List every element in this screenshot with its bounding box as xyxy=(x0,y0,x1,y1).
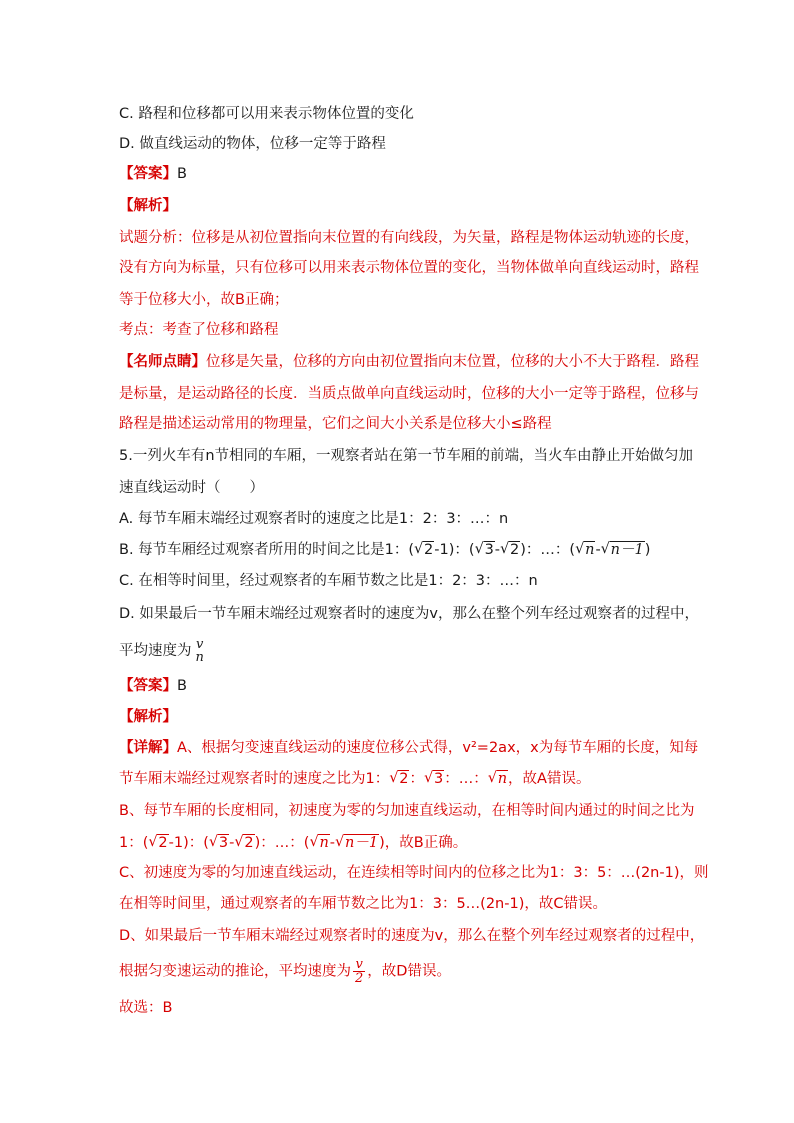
answer-tag: 【答案】 xyxy=(119,678,177,694)
radicand: n xyxy=(319,835,329,851)
option-d-line xyxy=(119,638,208,664)
detail-text: - xyxy=(329,835,336,851)
detail-text: ： xyxy=(409,771,424,787)
radicand: 2 xyxy=(244,835,254,851)
sqrt-symbol xyxy=(309,833,329,853)
tip-tag: 【名师点睛】 xyxy=(119,354,206,370)
detail-tag: 【详解】 xyxy=(119,740,177,756)
detail-a-line xyxy=(119,738,698,758)
option-a-line: A. 每节车厢末端经过观察者时的速度之比是1：2：3：…：n xyxy=(119,511,509,527)
analysis-line: 没有方向为标量，只有位移可以用来表示物体位置的变化，当物体做单向直线运动时，路程 xyxy=(119,260,699,276)
sqrt-symbol xyxy=(389,769,409,789)
option-b-text: ) xyxy=(644,542,651,558)
radicand: n xyxy=(497,771,508,787)
fraction xyxy=(194,638,206,664)
detail-text: - xyxy=(229,835,235,851)
detail-text: 1：( xyxy=(119,835,149,851)
detail-b-line: B、每节车厢的长度相同，初速度为零的匀加速直线运动，在相等时间内通过的时间之比为 xyxy=(119,803,695,819)
radicand: n－1 xyxy=(345,835,379,851)
sqrt-symbol xyxy=(424,769,444,789)
radicand: 2 xyxy=(399,771,409,787)
radicand: n xyxy=(585,542,595,558)
radicand: 2 xyxy=(424,542,434,558)
detail-text: ：…： xyxy=(444,771,488,787)
kaodian-line: 考点：考查了位移和路程 xyxy=(119,322,279,338)
fraction-numerator: v xyxy=(355,957,363,972)
sqrt-symbol xyxy=(601,540,645,560)
option-d-line: D. 做直线运动的物体，位移一定等于路程 xyxy=(119,136,386,152)
detail-text: -1)：( xyxy=(168,835,209,851)
radicand: 3 xyxy=(433,771,444,787)
question-stem-line: 5.一列火车有n节相同的车厢，一观察者站在第一节车厢的前端，当火车由静止开始做匀加 xyxy=(119,448,694,464)
answer-value: B xyxy=(177,166,187,182)
option-b-line xyxy=(119,540,650,560)
option-b-text: -1)：( xyxy=(434,542,475,558)
radicand: n－1 xyxy=(610,542,644,558)
analysis-line: 等于位移大小，故B正确； xyxy=(119,292,289,308)
detail-text: ，故D错误。 xyxy=(367,963,451,980)
radicand: 2 xyxy=(510,542,520,558)
fraction xyxy=(353,958,365,985)
option-d-text: 平均速度为 xyxy=(119,643,192,659)
analysis-line: 试题分析：位移是从初位置指向末位置的有向线段，为矢量，路程是物体运动轨迹的长度， xyxy=(119,230,699,246)
option-b-text: B. 每节车厢经过观察者所用的时间之比是1：( xyxy=(119,542,415,558)
fraction-denominator: n xyxy=(195,650,204,665)
sqrt-symbol xyxy=(500,540,520,560)
detail-text: 根据匀变速运动的推论，平均速度为 xyxy=(119,963,351,980)
fraction-denominator: 2 xyxy=(355,971,364,986)
detail-text: )：…：( xyxy=(254,835,310,851)
radicand: 2 xyxy=(158,835,168,851)
detail-a-line xyxy=(119,769,590,789)
sqrt-symbol xyxy=(488,769,508,789)
option-c-line: C. 路程和位移都可以用来表示物体位置的变化 xyxy=(119,106,414,122)
detail-d-line: D、如果最后一节车厢末端经过观察者时的速度为v，那么在整个列车经过观察者的过程中， xyxy=(119,928,705,944)
sqrt-symbol xyxy=(209,833,229,853)
detail-text: )，故B正确。 xyxy=(379,835,468,851)
answer-tag: 【答案】 xyxy=(119,166,177,182)
fraction-numerator: v xyxy=(196,637,204,652)
sqrt-symbol xyxy=(148,833,168,853)
detail-c-line: 在相等时间里，通过观察者的车厢节数之比为1：3：5…(2n-1)，故C错误。 xyxy=(119,896,607,912)
radicand: 3 xyxy=(218,835,229,851)
answer-line xyxy=(119,164,187,184)
option-b-text: - xyxy=(494,542,501,558)
analysis-tag: 【解析】 xyxy=(119,709,177,725)
question-stem-line: 速直线运动时（ ） xyxy=(119,480,264,496)
tip-line xyxy=(119,352,699,372)
tip-text: 位移是矢量，位移的方向由初位置指向末位置，位移的大小不大于路程．路程 xyxy=(206,354,699,370)
sqrt-symbol xyxy=(575,540,595,560)
tip-line: 路程是描述运动常用的物理量，它们之间大小关系是位移大小≤路程 xyxy=(119,416,552,432)
detail-d-line xyxy=(119,958,451,985)
option-b-text: )：…：( xyxy=(520,542,576,558)
sqrt-symbol xyxy=(335,833,379,853)
answer-line xyxy=(119,676,187,696)
option-c-line: C. 在相等时间里，经过观察者的车厢节数之比是1：2：3：…：n xyxy=(119,573,538,589)
tip-line: 是标量，是运动路径的长度．当质点做单向直线运动时，位移的大小一定等于路程，位移与 xyxy=(119,386,699,402)
detail-text: 节车厢末端经过观察者时的速度之比为1： xyxy=(119,771,390,787)
detail-text: ，故A错误。 xyxy=(508,771,591,787)
sqrt-symbol xyxy=(234,833,254,853)
analysis-tag: 【解析】 xyxy=(119,198,177,214)
sqrt-symbol xyxy=(414,540,434,560)
detail-c-line: C、初速度为零的匀加速直线运动，在连续相等时间内的位移之比为1：3：5：…(2n-1)，则 xyxy=(119,865,709,881)
option-d-line: D. 如果最后一节车厢末端经过观察者时的速度为v，那么在整个列车经过观察者的过程中， xyxy=(119,606,699,622)
final-answer-line: 故选：B xyxy=(119,1000,173,1016)
radicand: 3 xyxy=(484,542,494,558)
sqrt-symbol xyxy=(475,540,495,560)
option-b-text: - xyxy=(595,542,601,558)
answer-value: B xyxy=(177,678,187,694)
detail-text: A、根据匀变速直线运动的速度位移公式得，v²=2ax，x为每节车厢的长度，知每 xyxy=(177,740,699,756)
detail-b-line xyxy=(119,833,467,853)
